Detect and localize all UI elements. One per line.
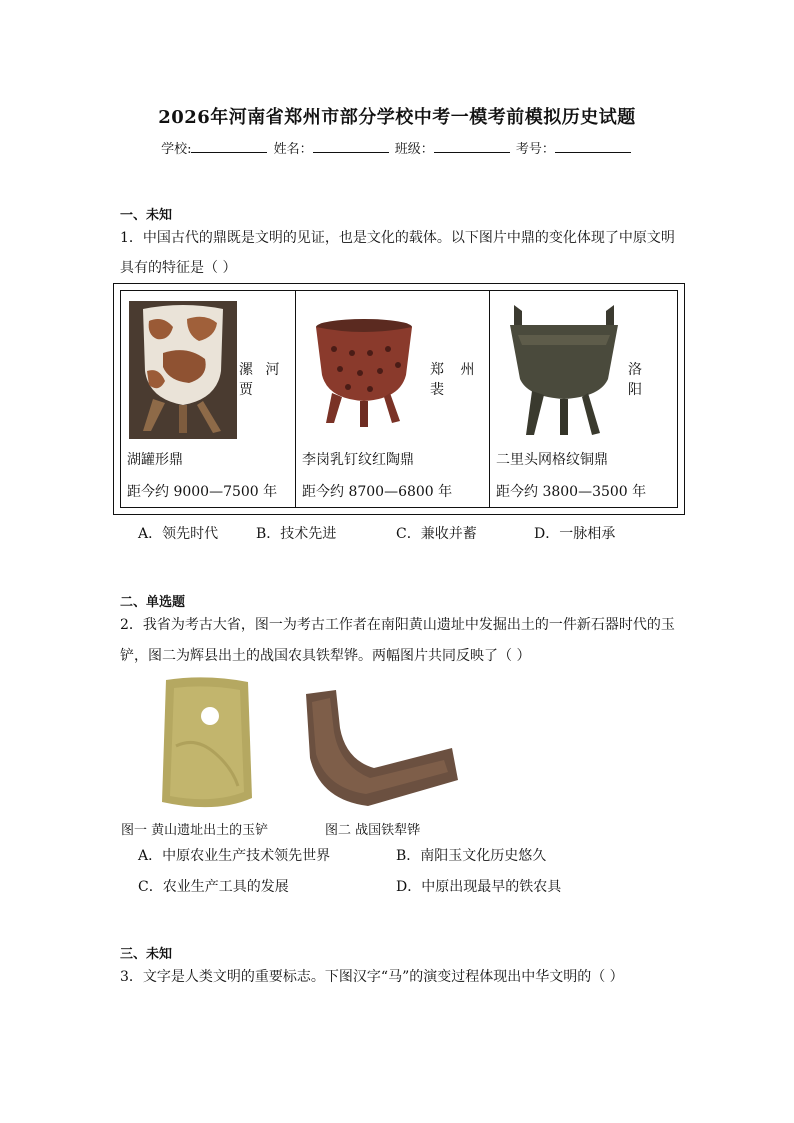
fig2-caption: 图二 战国铁犁铧 — [325, 823, 421, 838]
q1-cell-3 — [490, 291, 677, 507]
q2-text-line2: 铲，图二为辉县出土的战国农具铁犁铧。两幅图片共同反映了（ ） — [120, 648, 531, 664]
class-label: 班级： — [394, 142, 434, 157]
q1-item1-place: 漯 河 贾 — [239, 362, 284, 398]
jade-shovel-image — [156, 676, 256, 816]
bronze-ding-image — [504, 301, 624, 437]
iron-plough-image — [302, 688, 460, 812]
fig1-caption: 图一 黄山遗址出土的玉铲 — [121, 823, 269, 838]
q2-option-b[interactable]: B．南阳玉文化历史悠久 — [396, 848, 547, 864]
student-info-line — [0, 138, 794, 157]
name-blank[interactable] — [313, 140, 389, 153]
q2-option-d[interactable]: D．中原出现最早的铁农具 — [396, 879, 562, 895]
q1-item2-name: 李岗乳钉纹红陶鼎 — [302, 452, 414, 468]
page-title: 2026年河南省郑州市部分学校中考一模考前模拟历史试题 — [158, 107, 636, 128]
q1-option-a[interactable]: A．领先时代 — [138, 526, 219, 542]
q1-text-line1: 1．中国古代的鼎既是文明的见证，也是文化的载体。以下图片中鼎的变化体现了中原文明 — [120, 230, 675, 246]
q1-item3-date: 距今约 3800—3500 年 — [496, 484, 647, 500]
q2-text-line1: 2．我省为考古大省，图一为考古工作者在南阳黄山遗址中发掘出土的一件新石器时代的玉 — [120, 617, 675, 633]
q1-item1-date: 距今约 9000—7500 年 — [127, 484, 278, 500]
q1-option-b[interactable]: B．技术先进 — [256, 526, 337, 542]
q1-item1-name: 湖罐形鼎 — [127, 452, 183, 468]
q1-item3-name: 二里头网格纹铜鼎 — [496, 452, 608, 468]
q2-option-a[interactable]: A．中原农业生产技术领先世界 — [138, 848, 331, 864]
exam-no-blank[interactable] — [555, 140, 631, 153]
school-blank[interactable] — [191, 140, 267, 153]
q1-cell-2 — [296, 291, 490, 507]
class-blank[interactable] — [434, 140, 510, 153]
q1-text-line2: 具有的特征是（ ） — [120, 260, 237, 276]
q1-image-table — [113, 283, 685, 515]
section2-heading: 二、单选题 — [120, 595, 186, 610]
q3-text-line1: 3．文字是人类文明的重要标志。下图汉字“马”的演变过程体现出中华文明的（ ） — [120, 969, 624, 985]
q1-cell-1 — [121, 291, 296, 507]
q1-option-d[interactable]: D．一脉相承 — [534, 526, 616, 542]
red-pottery-ding-image — [308, 313, 420, 433]
q1-item2-place: 郑 州 裴 — [430, 362, 481, 398]
school-label: 学校: — [161, 142, 192, 157]
q1-item3-place: 洛 阳 — [628, 362, 648, 398]
section1-heading: 一、未知 — [120, 208, 173, 223]
q2-option-c[interactable]: C．农业生产工具的发展 — [138, 879, 289, 895]
q1-item2-date: 距今约 8700—6800 年 — [302, 484, 453, 500]
section3-heading: 三、未知 — [120, 947, 173, 962]
name-label: 姓名： — [273, 142, 313, 157]
q1-option-c[interactable]: C．兼收并蓄 — [396, 526, 477, 542]
jar-tripod-image — [129, 301, 237, 439]
exam-no-label: 考号： — [515, 142, 555, 157]
